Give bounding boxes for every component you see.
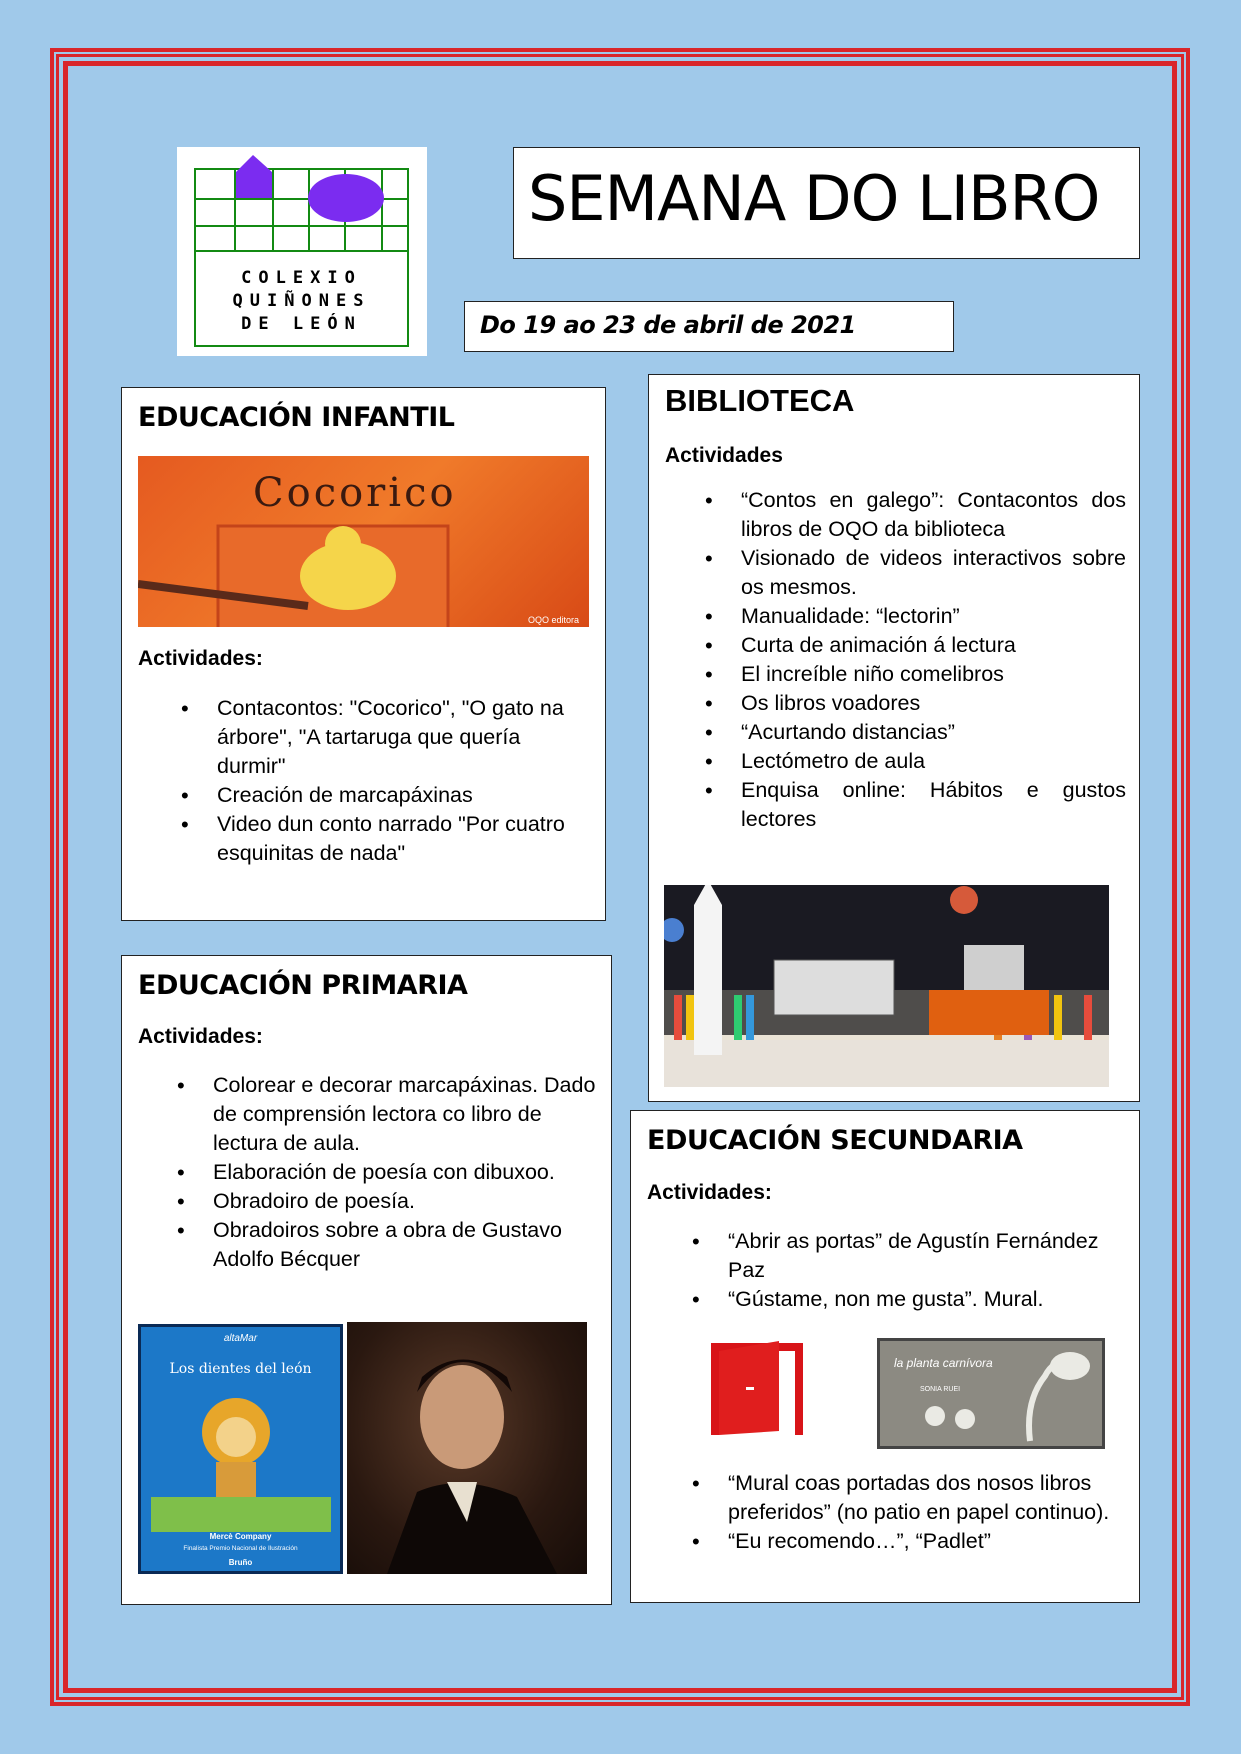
library-rocket-photo	[664, 885, 1109, 1087]
secundaria-subheading: Actividades:	[647, 1181, 772, 1204]
logo-shapes-icon	[196, 152, 407, 232]
logo-line-2: QUIÑONES	[232, 291, 371, 311]
list-item: • “Acurtando distancias”	[741, 718, 1126, 747]
secundaria-activity-list-top	[728, 1227, 1123, 1314]
title-box	[513, 147, 1140, 259]
cocorico-image	[138, 456, 589, 627]
list-item: • Obradoiro de poesía.	[213, 1187, 598, 1216]
list-item: • “Contos en galego”: Contacontos dos libros de OQO da biblioteca	[741, 486, 1126, 544]
book-publisher: Bruño	[228, 1558, 253, 1567]
biblioteca-subheading: Actividades	[665, 444, 783, 467]
infantil-subheading: Actividades:	[138, 647, 263, 670]
list-item: • “Eu recomendo…”, “Padlet”	[728, 1527, 1123, 1556]
infantil-activity-list	[217, 694, 582, 868]
lion-illustration-icon	[141, 1382, 340, 1532]
infantil-section	[121, 387, 606, 921]
dates-box	[464, 301, 954, 352]
secundaria-section	[630, 1110, 1140, 1603]
list-item: • “Mural coas portadas dos nosos libros preferidos” (no patio en papel continuo).	[728, 1469, 1123, 1527]
list-item: • “Gústame, non me gusta”. Mural.	[728, 1285, 1123, 1314]
biblioteca-section	[648, 374, 1140, 1102]
list-item: • Video dun conto narrado "Por cuatro esquinitas de nada"	[217, 810, 582, 868]
secundaria-book-author: SONIA RUEI	[920, 1386, 961, 1393]
primaria-heading: EDUCACIÓN PRIMARIA	[138, 970, 468, 1001]
event-dates: Do 19 ao 23 de abril de 2021	[480, 311, 856, 339]
list-item: • Elaboración de poesía con dibuxoo.	[213, 1158, 598, 1187]
cocorico-publisher: OQO editora	[527, 615, 579, 625]
list-item: • El increíble niño comelibros	[741, 660, 1126, 689]
primaria-subheading: Actividades:	[138, 1025, 263, 1048]
list-item: • Curta de animación á lectura	[741, 631, 1126, 660]
list-item: • Manualidade: “lectorin”	[741, 602, 1126, 631]
list-item: • Obradoiros sobre a obra de Gustavo Adolfo Bécquer	[213, 1216, 598, 1274]
school-logo	[177, 147, 427, 356]
list-item: • Lectómetro de aula	[741, 747, 1126, 776]
list-item: • Creación de marcapáxinas	[217, 781, 582, 810]
list-item: • Colorear e decorar marcapáxinas. Dado de comprensión lectora co libro de lectura de aula.	[213, 1071, 598, 1158]
red-door-icon	[711, 1339, 807, 1437]
list-item: • Os libros voadores	[741, 689, 1126, 718]
book-title: Los dientes del león	[169, 1361, 312, 1377]
page-title: SEMANA DO LIBRO	[528, 162, 1100, 235]
primaria-activity-list	[213, 1071, 598, 1274]
secundaria-heading: EDUCACIÓN SECUNDARIA	[647, 1125, 1023, 1156]
logo-line-1: COLEXIO	[241, 268, 362, 288]
list-item: • Visionado de videos interactivos sobre os mesmos.	[741, 544, 1126, 602]
primaria-section	[121, 955, 612, 1605]
book-cover-planta-carnivora	[877, 1338, 1105, 1449]
cocorico-cover-title: Cocorico	[253, 470, 457, 516]
biblioteca-activity-list	[741, 486, 1126, 834]
book-author: Mercè Company	[209, 1532, 272, 1541]
secundaria-activity-list-bottom	[728, 1469, 1123, 1556]
logo-grid	[194, 168, 409, 347]
list-item: • Contacontos: "Cocorico", "O gato na árbore", "A tartaruga que quería durmir"	[217, 694, 582, 781]
book-brand: altaMar	[223, 1333, 258, 1344]
book-note: Finalista Premio Nacional de Ilustración	[183, 1545, 298, 1552]
list-item: • “Abrir as portas” de Agustín Fernández Paz	[728, 1227, 1123, 1285]
biblioteca-heading: BIBLIOTECA	[665, 383, 855, 418]
book-cover-dientes-leon	[138, 1324, 343, 1574]
becquer-portrait	[347, 1322, 587, 1574]
infantil-heading: EDUCACIÓN INFANTIL	[138, 402, 455, 433]
list-item: • Enquisa online: Hábitos e gustos lectores	[741, 776, 1126, 834]
secundaria-book-title: la planta carnívora	[894, 1356, 993, 1370]
logo-line-3: DE LEÓN	[241, 314, 362, 334]
